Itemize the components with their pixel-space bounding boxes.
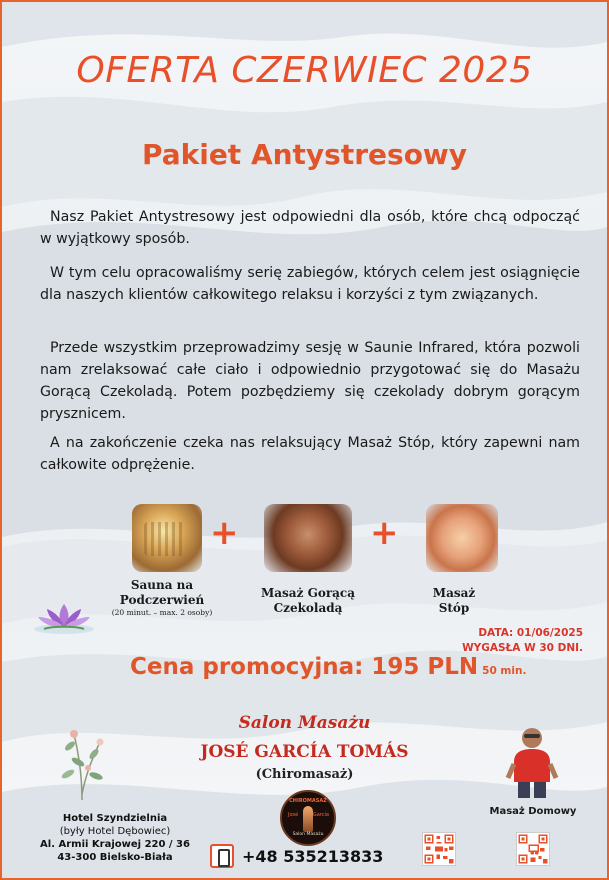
logo-figure [303, 806, 313, 832]
address-block [30, 812, 200, 864]
phone-number[interactable]: +48 535213833 [242, 846, 384, 866]
price-duration: 50 min. [482, 665, 527, 677]
owner-name: JOSÉ GARCÍA TOMÁS [200, 742, 409, 762]
lotus-icon [32, 596, 96, 636]
offer-title: OFERTA CZERWIEC 2025 [76, 50, 533, 91]
sauna-photo [132, 504, 202, 572]
chocolate-label-line1: Masaż Gorącą [260, 586, 355, 600]
intro-paragraph: Nasz Pakiet Antystresowy jest odpowiedni dla osób, które chcą odpocząć w wyjątkowy sposób. [40, 209, 580, 247]
logo-left-text: José [288, 812, 299, 818]
plus-sign: + [370, 513, 399, 553]
qr-code-icon[interactable] [516, 832, 550, 866]
sauna-label [104, 578, 220, 618]
plant-icon [52, 724, 112, 800]
qr-code-icon[interactable] [422, 832, 456, 866]
city-address: 43-300 Bielsko-Biała [57, 852, 173, 863]
salon-logo [280, 790, 336, 846]
sauna-paragraph: Przede wszystkim przeprowadzimy sesję w Saunie Infrared, która pozwoli nam zrelaksować całe ciało i odpowiednio przygotować się do Masażu Gorącą Czekoladą. Potem pozbędziemy się czekolady dobrym gorącym prysznicem. [40, 340, 580, 422]
phone-contact[interactable] [210, 844, 383, 868]
feet-label-line1: Masaż [432, 586, 476, 600]
hotel-name: Hotel Szyndzielnia [62, 813, 168, 824]
offer-date: DATA: 01/06/2025 [478, 627, 583, 639]
logo-top-text: CHIROMASAŻ [289, 798, 327, 804]
chocolate-massage-label [246, 586, 370, 616]
sauna-label-line2: Podczerwień [119, 593, 205, 607]
chocolate-massage-photo [264, 504, 352, 572]
hotel-former-name: (były Hotel Dębowiec) [59, 826, 171, 837]
street-address: Al. Armii Krajowej 220 / 36 [40, 839, 190, 850]
package-title: Pakiet Antystresowy [141, 138, 468, 171]
validity-box [462, 626, 583, 656]
offer-expiry: WYGASŁA W 30 DNI. [462, 642, 583, 654]
feet-label-line2: Stóp [438, 601, 470, 615]
sauna-note: (20 minut. – max. 2 osoby) [111, 608, 213, 617]
phone-icon [210, 844, 234, 868]
home-massage-label: Masaż Domowy [489, 806, 577, 817]
logo-right-text: García [312, 812, 329, 818]
price-label: Cena promocyjna: 195 PLN [130, 654, 479, 680]
owner-role: (Chiromasaż) [255, 767, 354, 782]
goal-paragraph: W tym celu opracowaliśmy serię zabiegów, których celem jest osiągnięcie dla naszych klientów całkowitego relaksu i korzyści z tym związanych. [40, 265, 580, 303]
salon-name: Salon Masażu [238, 713, 371, 733]
foot-massage-photo [426, 504, 498, 572]
foot-massage-label [414, 586, 494, 616]
foot-massage-paragraph: A na zakończenie czeka nas relaksujący Masaż Stóp, który zapewni nam całkowite odprężenie. [40, 435, 580, 473]
plus-sign: + [210, 513, 239, 553]
therapist-photo [504, 722, 560, 800]
promo-price [130, 654, 526, 680]
sauna-label-line1: Sauna na [130, 578, 194, 592]
chocolate-label-line2: Czekoladą [273, 601, 343, 615]
logo-bottom-text: Salon Masażu [292, 832, 324, 837]
